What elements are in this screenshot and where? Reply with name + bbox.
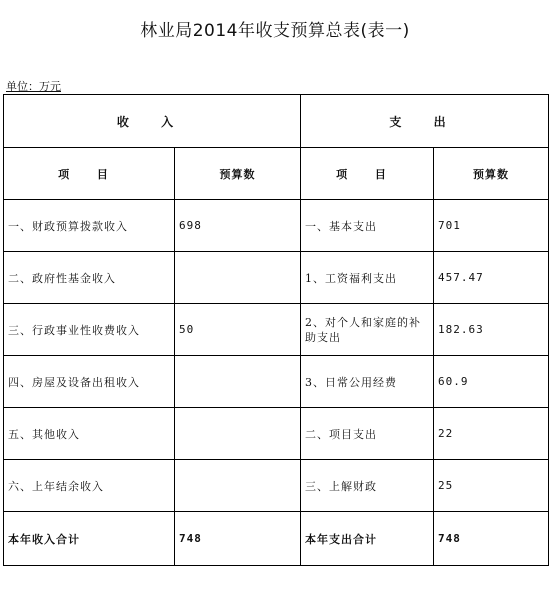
column-header-row xyxy=(4,148,549,200)
budget-table xyxy=(3,94,549,566)
table-row xyxy=(4,356,549,408)
income-value: 50 xyxy=(175,304,301,356)
income-value xyxy=(175,408,301,460)
expense-value: 182.63 xyxy=(434,304,549,356)
income-value: 698 xyxy=(175,200,301,252)
expense-total-value: 748 xyxy=(434,512,549,566)
income-value xyxy=(175,460,301,512)
income-value xyxy=(175,252,301,304)
expense-section-header: 支 出 xyxy=(301,95,549,148)
income-budget-header: 预算数 xyxy=(175,148,301,200)
expense-value: 25 xyxy=(434,460,549,512)
income-section-header: 收 入 xyxy=(4,95,301,148)
unit-label: 单位：万元 xyxy=(6,80,61,93)
table-row xyxy=(4,304,549,356)
expense-item: 二、项目支出 xyxy=(301,408,434,460)
expense-item: 一、基本支出 xyxy=(301,200,434,252)
table-row xyxy=(4,252,549,304)
table-row xyxy=(4,200,549,252)
income-item: 三、行政事业性收费收入 xyxy=(4,304,175,356)
income-item: 四、房屋及设备出租收入 xyxy=(4,356,175,408)
expense-budget-header: 预算数 xyxy=(434,148,549,200)
expense-total-label: 本年支出合计 xyxy=(301,512,434,566)
income-item: 五、其他收入 xyxy=(4,408,175,460)
expense-item: 1、工资福利支出 xyxy=(301,252,434,304)
expense-item: 三、上解财政 xyxy=(301,460,434,512)
expense-value: 701 xyxy=(434,200,549,252)
income-total-value: 748 xyxy=(175,512,301,566)
income-item: 二、政府性基金收入 xyxy=(4,252,175,304)
page-title: 林业局2014年收支预算总表(表一) xyxy=(140,21,410,41)
income-item-header: 项 目 xyxy=(4,148,175,200)
income-value xyxy=(175,356,301,408)
table-row xyxy=(4,408,549,460)
expense-value: 22 xyxy=(434,408,549,460)
table-row xyxy=(4,460,549,512)
expense-item-header: 项 目 xyxy=(301,148,434,200)
income-item: 一、财政预算拨款收入 xyxy=(4,200,175,252)
expense-value: 457.47 xyxy=(434,252,549,304)
income-total-label: 本年收入合计 xyxy=(4,512,175,566)
total-row xyxy=(4,512,549,566)
expense-item: 2、对个人和家庭的补助支出 xyxy=(301,304,434,356)
expense-value: 60.9 xyxy=(434,356,549,408)
expense-item: 3、日常公用经费 xyxy=(301,356,434,408)
section-header-row xyxy=(4,95,549,148)
income-item: 六、上年结余收入 xyxy=(4,460,175,512)
